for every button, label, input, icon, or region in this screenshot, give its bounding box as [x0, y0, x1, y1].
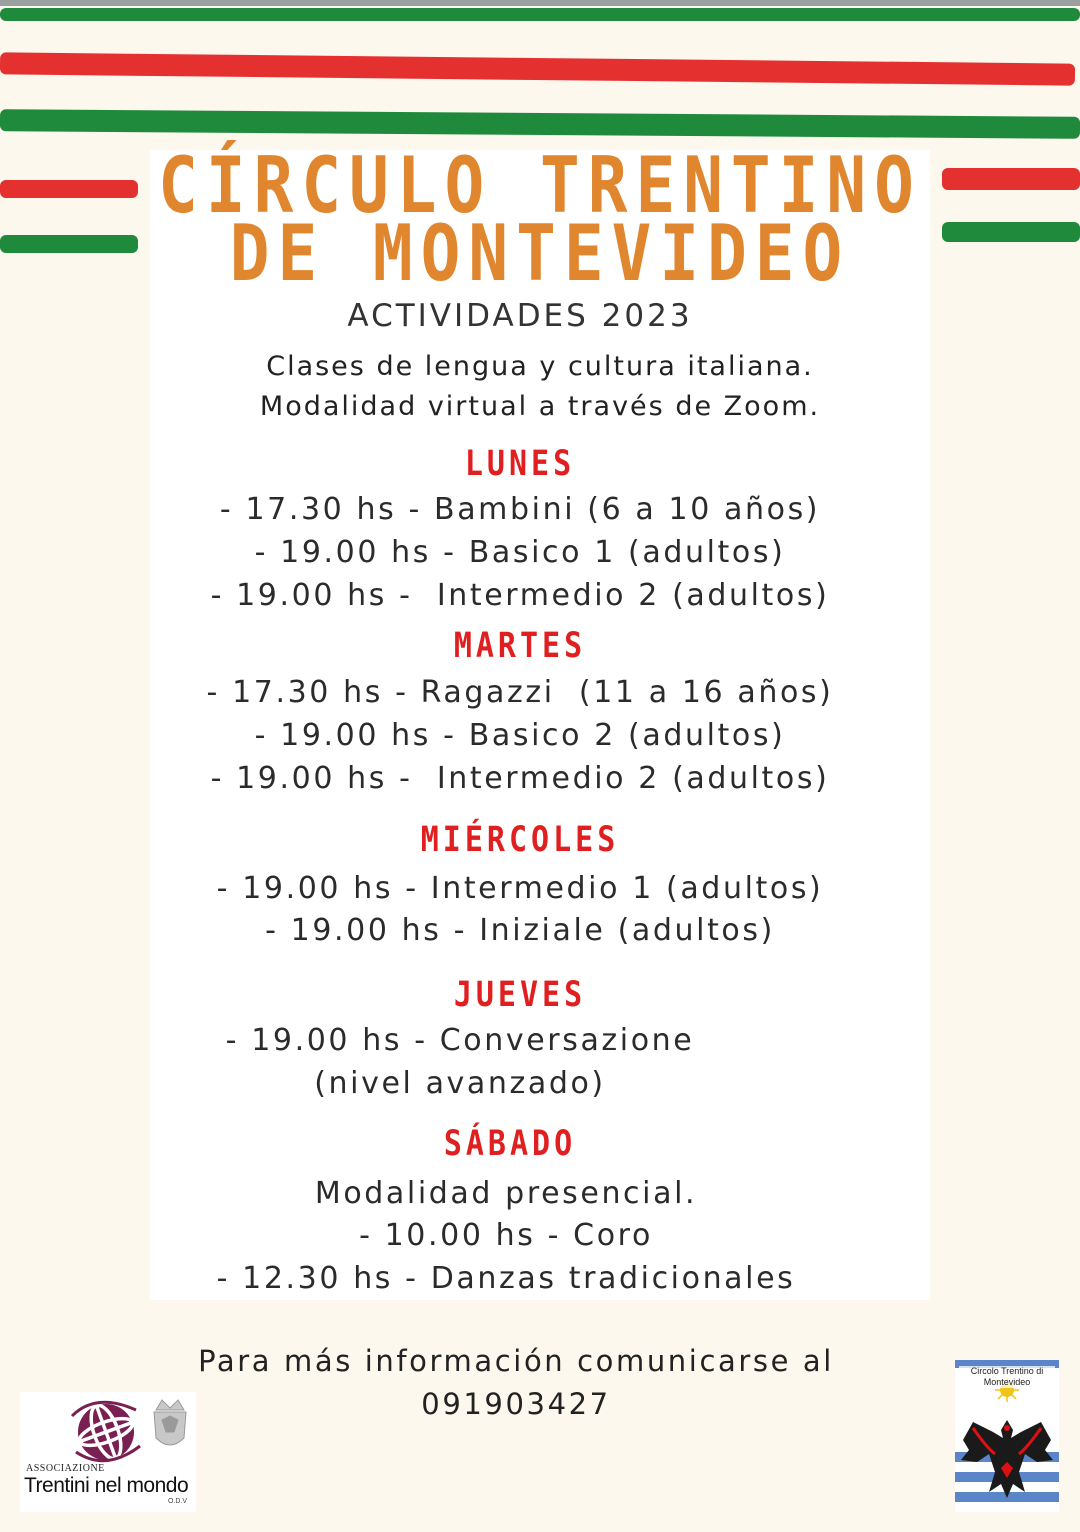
- day-heading-jueves: JUEVES: [453, 975, 587, 1016]
- top-stripe-grey: [0, 0, 1080, 6]
- schedule-item: - 19.00 hs - Intermedio 2 (adultos): [210, 761, 830, 796]
- page-title-line-1: CÍRCULO TRENTINO: [158, 140, 922, 231]
- stripe-green-1: [0, 109, 1080, 139]
- schedule-item: - 19.00 hs - Iniziale (adultos): [265, 913, 775, 948]
- schedule-item: - 12.30 hs - Danzas tradicionales: [216, 1261, 796, 1296]
- day-heading-sabado: SÁBADO: [443, 1124, 577, 1165]
- day-heading-martes: MARTES: [453, 626, 587, 667]
- globe-icon: [20, 1392, 196, 1472]
- schedule-item: - 17.30 hs - Bambini (6 a 10 años): [219, 492, 821, 527]
- schedule-item: - 10.00 hs - Coro: [359, 1218, 653, 1253]
- circolo-trentino-logo: [955, 1360, 1059, 1512]
- page-title-line-2: DE MONTEVIDEO: [229, 208, 851, 299]
- stripe-red-1: [0, 52, 1075, 85]
- contact-phone[interactable]: 091903427: [421, 1387, 611, 1421]
- top-stripe-green: [0, 8, 1080, 21]
- schedule-item: - 19.00 hs - Basico 1 (adultos): [254, 535, 786, 570]
- schedule-item: - 19.00 hs - Conversazione: [225, 1023, 695, 1058]
- logo-assoc-label: ASSOCIAZIONE: [26, 1463, 105, 1474]
- contact-text: Para más información comunicarse al: [198, 1344, 834, 1378]
- intro-line-2: Modalidad virtual a través de Zoom.: [259, 391, 821, 422]
- day-heading-miercoles: MIÉRCOLES: [420, 820, 620, 861]
- logo-name-label: Trentini nel mondo: [24, 1474, 189, 1497]
- schedule-item: - 19.00 hs - Intermedio 1 (adultos): [216, 871, 824, 906]
- intro-line-1: Clases de lengua y cultura italiana.: [266, 351, 814, 382]
- schedule-item: - 17.30 hs - Ragazzi (11 a 16 años): [206, 675, 834, 710]
- schedule-item: - 19.00 hs - Basico 2 (adultos): [254, 718, 786, 753]
- schedule-item: (nivel avanzado): [314, 1066, 606, 1101]
- schedule-item: - 19.00 hs - Intermedio 2 (adultos): [210, 578, 830, 613]
- logo-suffix-label: O.D.V: [168, 1498, 188, 1505]
- schedule-item: Modalidad presencial.: [314, 1176, 698, 1211]
- trentini-nel-mondo-logo: [20, 1392, 196, 1512]
- day-heading-lunes: LUNES: [464, 444, 576, 485]
- activities-subtitle: ACTIVIDADES 2023: [347, 298, 693, 334]
- logo-right-text: Circolo Trentino di Montevideo: [959, 1366, 1055, 1388]
